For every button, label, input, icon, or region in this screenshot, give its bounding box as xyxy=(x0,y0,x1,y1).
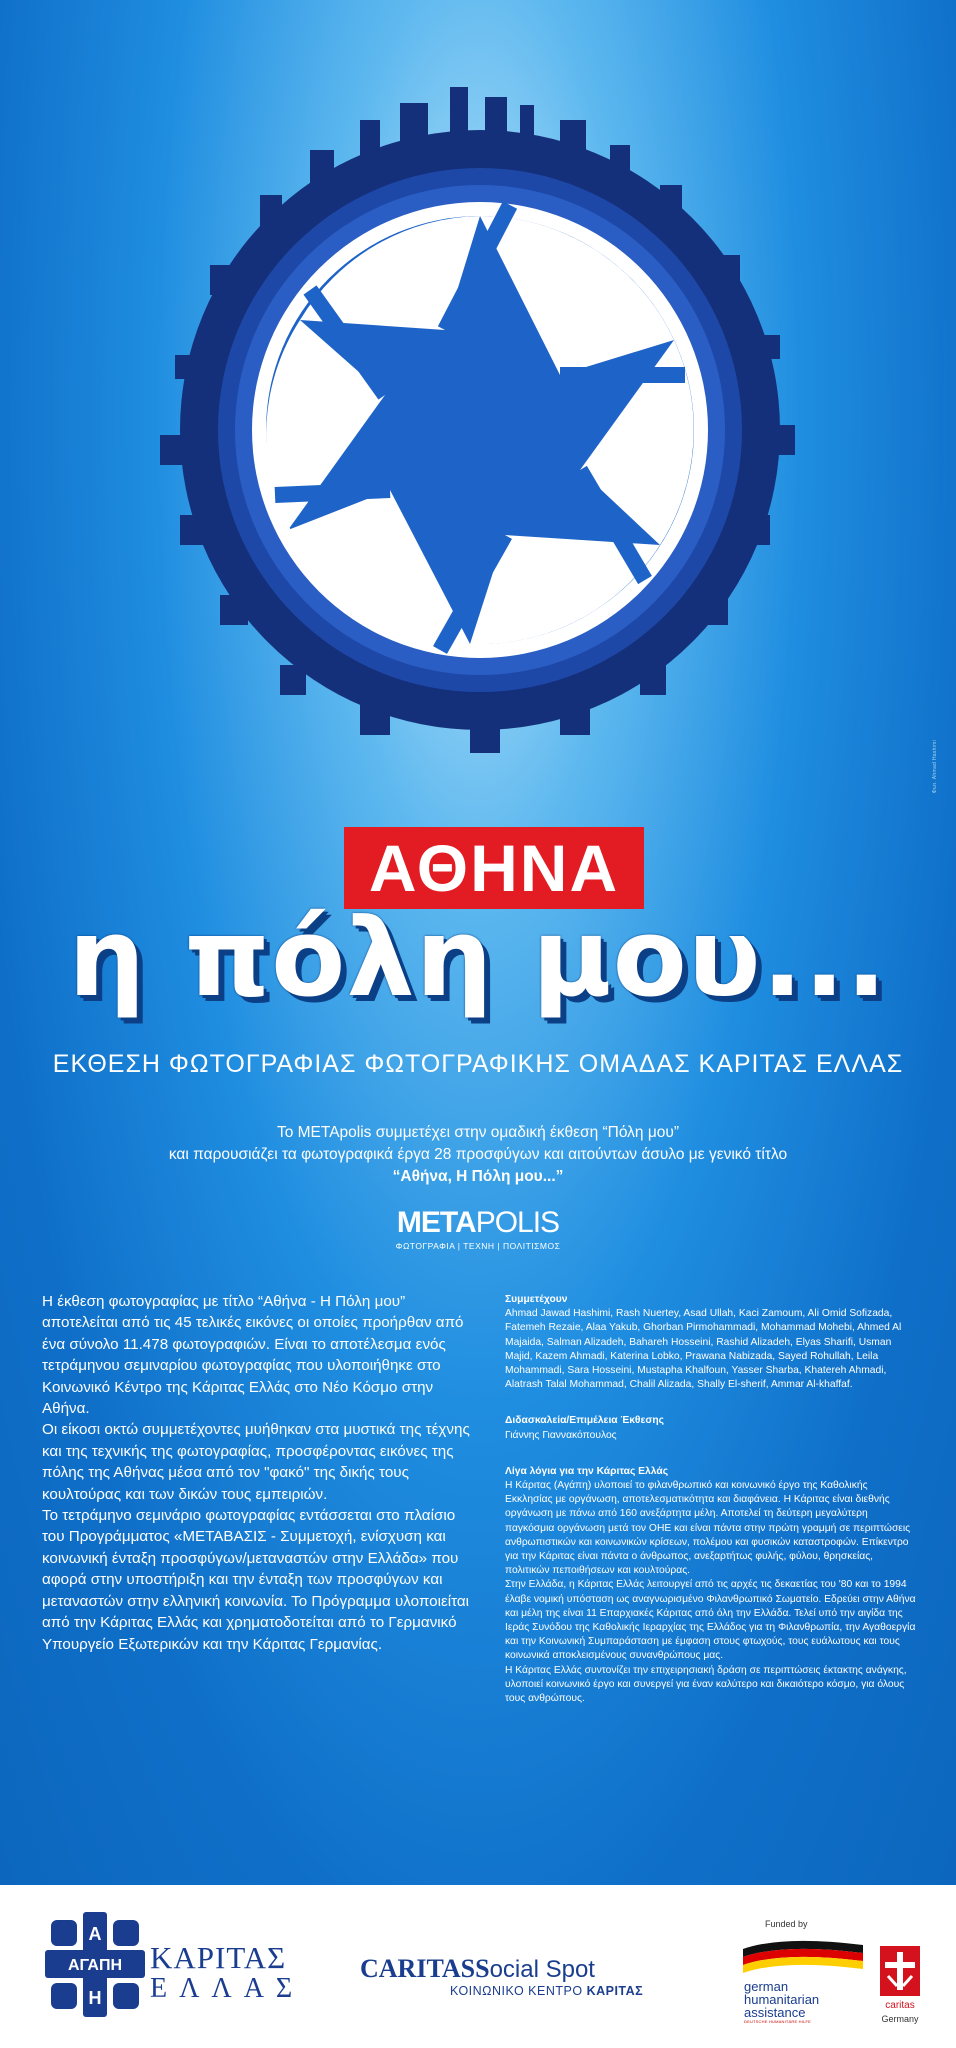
karitas-badge-bottom: Η xyxy=(88,1988,102,2008)
teacher-name: Γιάννης Γιαννακόπουλος xyxy=(505,1429,617,1441)
metapolis-wordmark xyxy=(392,1207,564,1239)
intro-line-2: και παρουσιάζει τα φωτογραφικά έργα 28 προσφύγων και αιτούντων άσυλο με γενικό τίτλο xyxy=(168,1146,788,1163)
gha-line-1: german xyxy=(744,1979,789,1994)
participants-heading: Συμμετέχουν xyxy=(505,1294,568,1305)
left-paragraph-3: Το τετράμηνο σεμινάριο φωτογραφίας εντάσσεται στο πλαίσιο του Προγράμματος «ΜΕΤΑΒΑΣΙΣ - Συμμετοχή, ενίσχυση και κοινωνική ένταξη προσφύγων/μεταναστών στην Ελλάδα» που αφορά στην υποστήριξη και την ένταξη των προσφύγων και μεταναστών στην ελληνική κοινωνία. Το Πρόγραμμα υλοποιείται από την Κάριτας Ελλάς και χρηματοδοτείται από το Γερμανικό Υπουργείο Εξωτερικών και την Κάριτας Γερμανίας. xyxy=(42,1507,470,1653)
teaching-heading: Διδασκαλεία/Επιμέλεια Έκθεσης xyxy=(505,1415,665,1427)
caritas-social-spot-logo xyxy=(360,1955,643,1998)
karitas-name-line-1: ΚΑΡΙΤΑΣ xyxy=(150,1940,287,1975)
spot-sub: ΚΟΙΝΩΝΙΚΟ ΚΕΝΤΡΟ xyxy=(450,1984,583,1998)
gha-small: DEUTSCHE HUMANITÄRE HILFE xyxy=(744,2019,812,2024)
german-flag-icon xyxy=(743,1935,863,1982)
caritas-germany-label: Germany xyxy=(881,2014,919,2024)
metapolis-logo xyxy=(392,1207,564,1251)
left-column xyxy=(42,1291,472,1655)
funded-by-label: Funded by xyxy=(765,1919,808,1929)
caritas-germany-line-1: caritas xyxy=(885,2000,915,2011)
karitas-ellas-name xyxy=(150,1942,304,2004)
title-text: ΑΘΗΝΑ xyxy=(368,831,620,905)
about-paragraph-3: Η Κάριτας Ελλάς συντονίζει την επιχειρησιακή δράση σε περιπτώσεις έκτακτης ανάγκης, υλοποιεί κοινωνικό έργο και συνεργεί για έναν καλύτερο και δικαιότερο κόσμο, για όλους τους ανθρώπους. xyxy=(505,1664,907,1705)
about-paragraph-2: Στην Ελλάδα, η Κάριτας Ελλάς λειτουργεί από τις αρχές τις δεκαετίας του '80 και το 1994 έλαβε νομική υπόσταση ως αναγνωρισμένο Φιλανθρωπικό Σωματείο. Εδρεύει στην Αθήνα και μέλη της είναι 11 Επαρχιακές Κάριτας από όλη την Ελλάδα. Τελεί υπό την αιγίδα της Ιεράς Συνόδου της Καθολικής Ιεραρχίας της Ελλάδος για τη Φιλανθρωπία, την Αγαθοεργία και την Κοινωνική Συμπαράσταση με έμφαση στους φτωχούς, τους ευάλωτους και τους κοινωνικά αποκλεισμένους συνανθρώπους μας. xyxy=(505,1579,916,1662)
intro-line-3: “Αθήνα, Η Πόλη μου...” xyxy=(392,1168,564,1185)
gha-line-2: humanitarian xyxy=(744,1992,820,2007)
left-paragraph-2: Οι είκοσι οκτώ συμμετέχοντες μυήθηκαν στα μυστικά της τέχνης και της τεχνικής της φωτογραφίας, προσφέροντας εικόνες της πόλης της Αθήνας μέσα από τον "φακό" της δικής τους κουλτούρας και των δικών τους εμπειριών. xyxy=(42,1421,470,1503)
spot-s: S xyxy=(475,1954,490,1983)
karitas-name-line-2: ΕΛΛΑΣ xyxy=(150,1973,305,2004)
intro-line-1: Το METApolis συμμετέχει στην ομαδική έκθεση “Πόλη μου” xyxy=(276,1124,680,1141)
city-shutter-logo xyxy=(140,75,820,775)
metapolis-light: POLIS xyxy=(475,1206,560,1239)
spot-bold: CARITAS xyxy=(360,1954,476,1983)
metapolis-bold: META xyxy=(396,1206,476,1239)
spot-sub-bold: ΚΑΡΙΤΑΣ xyxy=(586,1984,644,1998)
about-paragraph-1: Η Κάριτας (Αγάπη) υλοποιεί το φιλανθρωπικό και κοινωνικό έργο της Καθολικής Εκκλησίας με οργάνωση, αποτελεσματικότητα και διαφάνεια. Η Κάριτας είναι διεθνής οργάνωση με πάνω από 160 ανεξάρτητα μέλη. Αποτελεί τη δεύτερη μεγαλύτερη παγκόσμια οργάνωση μετά τον ΟΗΕ και είναι πάντα στην πρώτη γραμμή σε περιπτώσεις ανθρωπιστικών και κοινωνικών κρίσεων, πολέμου και φυσικών καταστροφών. Επίκεντρο για την Κάριτας είναι πάντα ο άνθρωπος, ανεξαρτήτως φυλής, φύλου, θρησκείας, πολιτικών πεποιθήσεων και κουλτούρας. xyxy=(505,1480,911,1577)
photo-credit: Φωτ. Ahmad Hashimi xyxy=(932,740,938,794)
right-column xyxy=(505,1293,917,1706)
karitas-badge-mid: ΑΓΑΠΗ xyxy=(67,1957,123,1974)
intro-text xyxy=(0,1122,956,1188)
participants-list: Ahmad Jawad Hashimi, Rash Nuertey, Asad Ullah, Kaci Zamoum, Ali Omid Sofizada, Fatemeh Rezaie, Alaa Yakub, Ghorban Pirmohammadi, Mohammad Mohebi, Ahmed Al Majaida, Salman Alizadeh, Bahareh Hosseini, Rashid Alizadeh, Elyas Sharifi, Usman Majid, Kazem Ahmadi, Katerina Lobko, Prawana Nabizada, Sayed Rohullah, Leila Mohammadi, Sara Hosseini, Mustapha Khalfoun, Yasser Sharba, Khatereh Ahmadi, Alatrash Talal Mohammad, Chalil Alizada, Shally El-sherif, Ammar Al-khaffaf. xyxy=(505,1308,902,1391)
caritas-germany-logo xyxy=(880,1946,920,2017)
german-humanitarian-assistance xyxy=(744,1980,819,2025)
spot-light: ocial Spot xyxy=(489,1956,595,1983)
gha-line-3: assistance xyxy=(744,2005,806,2020)
subtitle-my-city: η πόλη μου... xyxy=(68,896,888,1021)
exhibition-heading: ΕΚΘΕΣΗ ΦΩΤΟΓΡΑΦΙΑΣ ΦΩΤΟΓΡΑΦΙΚΗΣ ΟΜΑΔΑΣ ΚΑΡΙΤΑΣ ΕΛΛΑΣ xyxy=(52,1050,904,1078)
metapolis-tagline: ΦΩΤΟΓΡΑΦΙΑ | ΤΕΧΝΗ | ΠΟΛΙΤΙΣΜΟΣ xyxy=(395,1241,561,1251)
karitas-badge-top: Α xyxy=(88,1924,102,1944)
about-heading: Λίγα λόγια για την Κάριτας Ελλάς xyxy=(505,1465,669,1477)
karitas-ellas-logo xyxy=(45,1912,145,2022)
left-paragraph-1: Η έκθεση φωτογραφίας με τίτλο “Αθήνα - Η Πόλη μου” αποτελείται από τις 45 τελικές εικόνες οι οποίες προήρθαν από ένα σύνολο 11.478 φωτογραφιών. Είναι το αποτέλεσμα ενός τετράμηνου σεμιναρίου φωτογραφίας που υλοποιήθηκε στο Κοινωνικό Κέντρο της Κάριτας Ελλάς στο Νέο Κόσμο στην Αθήνα. xyxy=(42,1293,464,1418)
